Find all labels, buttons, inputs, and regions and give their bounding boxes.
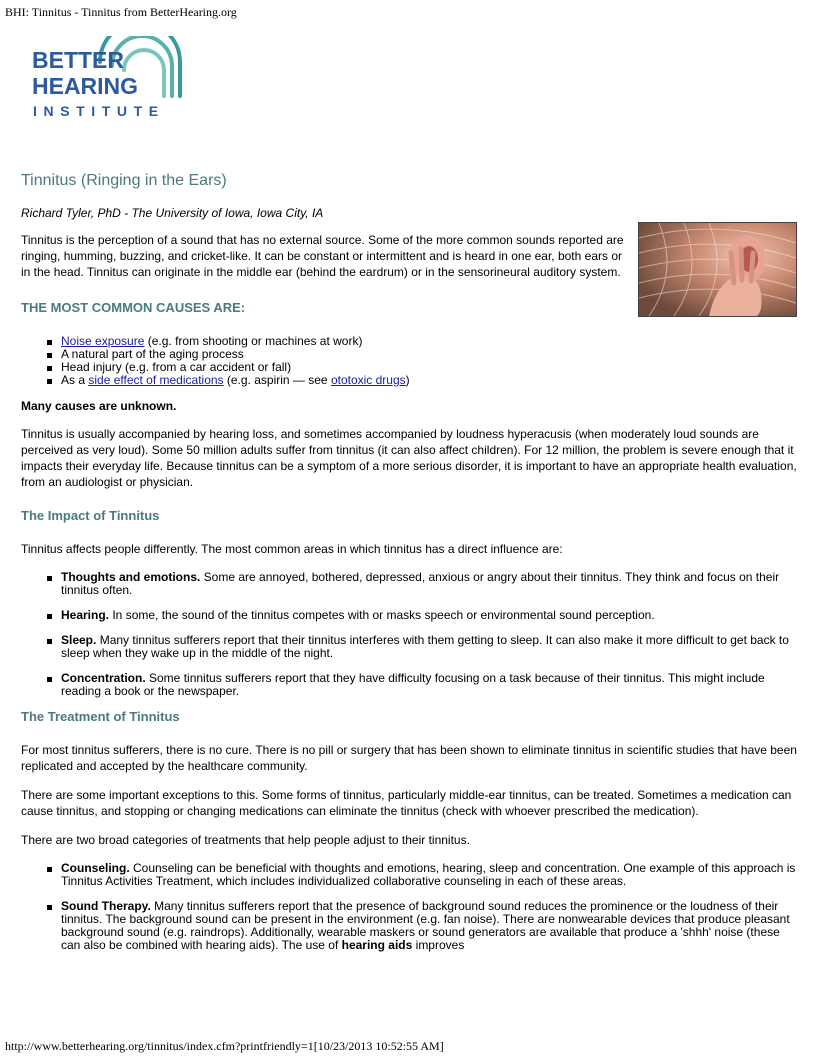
causes-heading: THE MOST COMMON CAUSES ARE: [21, 300, 246, 315]
logo-text-institute: INSTITUTE [33, 103, 165, 119]
treatment-paragraph-1: For most tinnitus sufferers, there is no cure. There is no pill or surgery that has been shown to eliminate tinnitus in scientific studies that have been replicated and accepted by the healthcare community. [21, 743, 797, 773]
causes-list [21, 335, 797, 387]
hearing-loss-paragraph: Tinnitus is usually accompanied by hearing loss, and sometimes accompanied by loudness hyperacusis (when moderately loud sounds are perceived as very loud). Some 50 million adults suffer from tinnitus (it can also affect children). For 12 million, the problem is severe enough that it impacts their everyday life. Because tinnitus can be a symptom of a more serious disorder, it is important to have an appropriate health evaluation, from an audiologist or physician. [21, 427, 797, 489]
list-item: A natural part of the aging process [61, 348, 797, 361]
list-item: Concentration. Some tinnitus sufferers report that they have difficulty focusing on a task because of their tinnitus. This might include reading a book or the newspaper. [61, 672, 797, 698]
list-item: Sleep. Many tinnitus sufferers report that their tinnitus interferes with them getting to sleep. It can also make it more difficult to get back to sleep when they wake up in the middle of the night. [61, 634, 797, 660]
list-item: As a side effect of medications (e.g. aspirin — see ototoxic drugs) [61, 374, 797, 387]
impact-heading: The Impact of Tinnitus [21, 508, 160, 523]
list-item: Thoughts and emotions. Some are annoyed, bothered, depressed, anxious or angry about their tinnitus. They think and focus on their tinnitus often. [61, 571, 797, 597]
intro-paragraph: Tinnitus is the perception of a sound that has no external source. Some of the more common sounds reported are ringing, humming, buzzing, and cricket-like. It can be constant or intermittent and is heard in one ear, both ears or in the head. Tinnitus can originate in the middle ear (behind the eardrum) or in the sensorineural auditory system. [21, 233, 624, 279]
treatment-list [21, 862, 797, 952]
ototoxic-drugs-link[interactable]: ototoxic drugs [330, 373, 406, 387]
impact-lead: Tinnitus affects people differently. The most common areas in which tinnitus has a direct influence are: [21, 542, 563, 556]
treatment-paragraph-2: There are some important exceptions to this. Some forms of tinnitus, particularly middle-ear tinnitus, can be treated. Sometimes a medication can cause tinnitus, and stopping or changing medications can eliminate the tinnitus (check with whoever prescribed the medication). [21, 788, 792, 818]
page-title: Tinnitus (Ringing in the Ears) [21, 172, 227, 189]
list-item: Sound Therapy. Many tinnitus sufferers report that the presence of background sound reduces the prominence or the loudness of their tinnitus. The background sound can be present in the environment (e.g. fan noise). There are nonwearable devices that produce pleasant background sound (e.g. raindrops). Additionally, wearable maskers or sound generators are available that produce a 'shhh' noise (these can also be combined with hearing aids). The use of hearing aids improves [61, 900, 797, 952]
print-header: BHI: Tinnitus - Tinnitus from BetterHearing.org [5, 5, 237, 19]
print-footer-url: http://www.betterhearing.org/tinnitus/index.cfm?printfriendly=1[10/23/2013 10:52:55 AM] [5, 1039, 444, 1053]
list-item: Noise exposure (e.g. from shooting or machines at work) [61, 335, 797, 348]
treatment-heading: The Treatment of Tinnitus [21, 709, 180, 724]
impact-list [21, 571, 797, 698]
side-effect-medications-link[interactable]: side effect of medications [88, 373, 224, 387]
list-item: Hearing. In some, the sound of the tinnitus competes with or masks speech or environmental sound perception. [61, 609, 797, 622]
better-hearing-logo[interactable] [30, 36, 205, 120]
list-item: Counseling. Counseling can be beneficial with thoughts and emotions, hearing, sleep and concentration. One example of this approach is Tinnitus Activities Treatment, which includes individualized collaborative counseling in each of these areas. [61, 861, 796, 888]
list-item: Head injury (e.g. from a car accident or fall) [61, 361, 797, 374]
logo-text-better: BETTER [32, 47, 124, 73]
tinnitus-photo [638, 222, 797, 317]
byline: Richard Tyler, PhD - The University of Iowa, Iowa City, IA [21, 206, 324, 220]
noise-exposure-link[interactable]: Noise exposure [61, 334, 145, 348]
unknown-causes: Many causes are unknown. [21, 399, 177, 413]
article [21, 172, 797, 964]
treatment-paragraph-3: There are two broad categories of treatments that help people adjust to their tinnitus. [21, 833, 470, 847]
logo-text-hearing: HEARING [32, 73, 139, 99]
